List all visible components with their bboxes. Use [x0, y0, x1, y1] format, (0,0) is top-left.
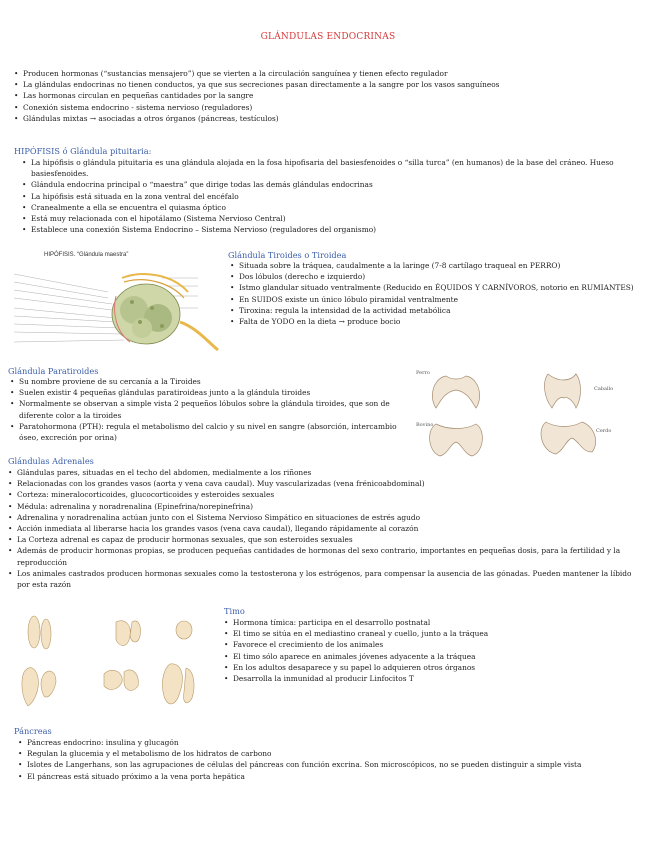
list-item: • Istmo glandular situado ventralmente (Reducido en ÉQUIDOS Y CARNÍVOROS, notorio en RUMIANTES)	[230, 282, 636, 293]
fig-label-perro: Perro	[416, 370, 430, 376]
adrenales-heading: Glándulas Adrenales	[8, 456, 94, 466]
list-item: • Conexión sistema endocrino - sistema nervioso (reguladores)	[14, 102, 644, 113]
fig-label-cerdo: Cerdo	[596, 428, 612, 434]
thyroid-figures	[396, 368, 646, 460]
list-item: • Suelen existir 4 pequeñas glándulas paratiroideas junto a la glándula tiroides	[10, 387, 400, 398]
list-item: • Establece una conexión Sistema Endocrino – Sistema Nervioso (reguladores del organismo)	[22, 224, 622, 235]
list-item: • Hormona tímica: participa en el desarrollo postnatal	[224, 617, 624, 628]
list-item: • Glándulas mixtas → asociadas a otros órganos (páncreas, testículos)	[14, 113, 644, 124]
list-item: • Regulan la glucemia y el metabolismo de los hidratos de carbono	[18, 748, 634, 759]
list-item: • Acción inmediata al liberarse hacia los grandes vasos (vena cava caudal), llegando rápidamente al corazón	[8, 523, 644, 534]
list-item: • Está muy relacionada con el hipotálamo (Sistema Nervioso Central)	[22, 213, 622, 224]
paratiroides-list	[10, 376, 400, 443]
list-item: • Favorece el crecimiento de los animales	[224, 639, 624, 650]
pituitary-illustration	[12, 252, 220, 356]
tiroides-list	[230, 260, 636, 327]
list-item: • Desarrolla la inmunidad al producir Linfocitos T	[224, 673, 624, 684]
adrenal-illustration	[20, 612, 216, 716]
list-item: • Tiroxina: regula la intensidad de la actividad metabólica	[230, 305, 636, 316]
list-item: • Las hormonas circulan en pequeñas cantidades por la sangre	[14, 90, 644, 101]
list-item: • En los adultos desaparece y su papel lo adquieren otros órganos	[224, 662, 624, 673]
pancreas-list	[18, 737, 634, 782]
list-item: • La Corteza adrenal es capaz de producir hormonas sexuales, que son esteroides sexuales	[8, 534, 644, 545]
list-item: • Paratohormona (PTH): regula el metabolismo del calcio y su nivel en sangre (absorción, intercambio óseo, excreción por orina)	[10, 421, 400, 443]
list-item: • Páncreas endocrino: insulina y glucagón	[18, 737, 634, 748]
page-title: GLÁNDULAS ENDOCRINAS	[260, 32, 396, 42]
list-item: • En SUIDOS existe un único lóbulo piramidal ventralmente	[230, 294, 636, 305]
list-item: • El páncreas está situado próximo a la vena porta hepática	[18, 771, 634, 782]
list-item: • Cranealmente a ella se encuentra el quiasma óptico	[22, 202, 622, 213]
adrenal-figures	[20, 612, 216, 716]
list-item: • Dos lóbulos (derecho e izquierdo)	[230, 271, 636, 282]
list-item: • Relacionadas con los grandes vasos (aorta y vena cava caudal). Muy vascularizadas (vena frénicoabdominal)	[8, 478, 644, 489]
pancreas-heading: Páncreas	[14, 726, 52, 736]
list-item: • Normalmente se observan a simple vista 2 pequeños lóbulos sobre la glándula tiroides, que son de diferente color a la tiroides	[10, 398, 400, 420]
fig-label-bovino: Bovino	[416, 422, 434, 428]
adrenales-list	[8, 467, 644, 590]
timo-list	[224, 617, 624, 684]
tiroides-heading: Glándula Tiroides o Tiroidea	[228, 250, 347, 260]
list-item: • El timo se sitúa en el mediastino craneal y cuello, junto a la tráquea	[224, 628, 624, 639]
list-item: • Adrenalina y noradrenalina actúan junto con el Sistema Nervioso Simpático en situaciones de estrés agudo	[8, 512, 644, 523]
paratiroides-heading: Glándula Paratiroides	[8, 366, 99, 376]
list-item: • Médula: adrenalina y noradrenalina (Epinefrina/norepinefrina)	[8, 501, 644, 512]
list-item: • El timo sólo aparece en animales jóvenes adyacente a la tráquea	[224, 651, 624, 662]
hipofisis-heading: HIPÓFISIS ó Glándula pituitaria:	[14, 146, 152, 156]
list-item: • La hipófisis está situada en la zona ventral del encéfalo	[22, 191, 622, 202]
list-item: • Además de producir hormonas propias, se producen pequeñas cantidades de hormonas del sexo contrario, importantes en pequeñas dosis, para la fertilidad y la reproducción	[8, 545, 644, 567]
hipofisis-figure	[12, 252, 220, 356]
hipofisis-list	[22, 157, 622, 235]
list-item: • Los animales castrados producen hormonas sexuales como la testosterona y los estrógenos, para compensar la ausencia de las gónadas. Pueden mantener la líbido por esta razón	[8, 568, 644, 590]
timo-heading: Timo	[224, 606, 245, 616]
list-item: • Glándula endocrina principal o “maestra” que dirige todas las demás glándulas endocrinas	[22, 179, 622, 190]
list-item: • Producen hormonas (“sustancias mensajero”) que se vierten a la circulación sanguínea y tienen efecto regulador	[14, 68, 644, 79]
figure-title: HIPÓFISIS. “Glándula maestra”	[44, 252, 129, 258]
list-item: • La glándulas endocrinas no tienen conductos, ya que sus secreciones pasan directamente a la sangre por los vasos sanguíneos	[14, 79, 644, 90]
thyroid-illustration	[396, 368, 646, 460]
fig-label-caballo: Caballo	[594, 386, 614, 392]
intro-list	[14, 68, 644, 124]
list-item: • Islotes de Langerhans, son las agrupaciones de células del páncreas con función excrina. Son microscópicos, no se pueden distinguir a simple vista	[18, 759, 634, 770]
list-item: • La hipófisis o glándula pituitaria es una glándula alojada en la fosa hipofisaria del basiesfenoides o “silla turca” (en humanos) de la base del cráneo. Hueso basiesfenoides.	[22, 157, 622, 179]
list-item: • Falta de YODO en la dieta → produce bocio	[230, 316, 636, 327]
list-item: • Situada sobre la tráquea, caudalmente a la laringe (7-8 cartílago traqueal en PERRO)	[230, 260, 636, 271]
list-item: • Glándulas pares, situadas en el techo del abdomen, medialmente a los riñones	[8, 467, 644, 478]
list-item: • Corteza: mineralocorticoides, glucocorticoides y esteroides sexuales	[8, 489, 644, 500]
list-item: • Su nombre proviene de su cercanía a la Tiroides	[10, 376, 400, 387]
